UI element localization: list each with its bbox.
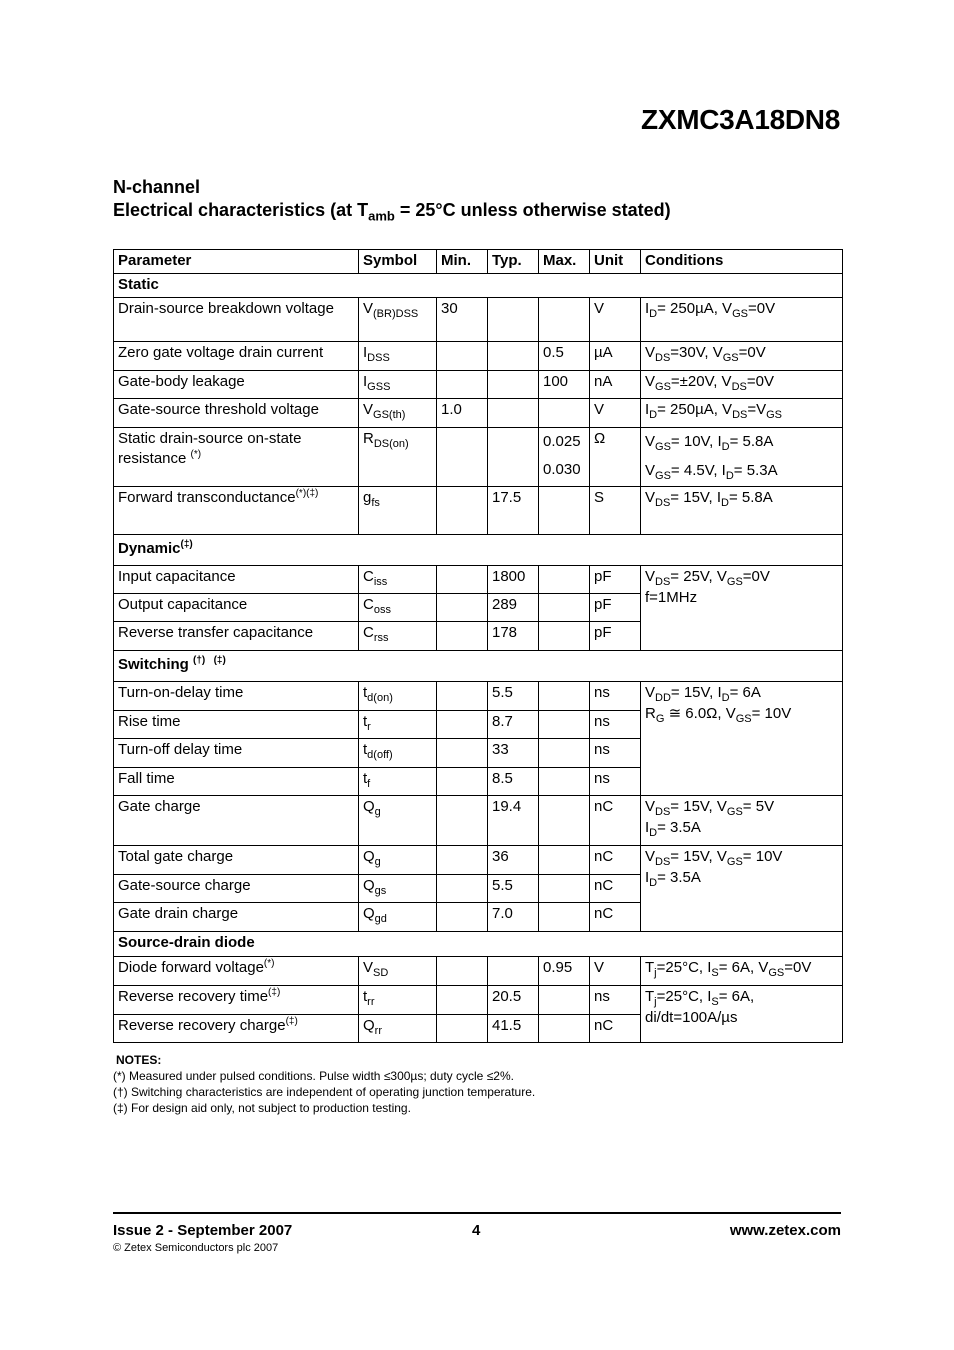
footer-issue: Issue 2 - September 2007 <box>113 1222 293 1239</box>
symbol-cell: $t_{d(on)}$ <box>359 682 437 711</box>
typ-cell: 20.5 <box>488 986 539 1015</box>
symbol-cell: $C_{oss}$ <box>359 594 437 622</box>
table-header-row <box>114 250 843 274</box>
header-conditions: Conditions <box>641 250 843 274</box>
conditions-cell: $T_j=25^\circ C$, $I_S= 6A$, di/dt=100A/µs <box>641 986 843 1043</box>
footer-divider <box>113 1212 841 1214</box>
note-item: (‡) For design aid only, not subject to production testing. <box>113 1101 411 1115</box>
unit-cell: ns <box>590 682 641 711</box>
notes-heading: NOTES: <box>116 1053 162 1067</box>
symbol-cell: $t_f$ <box>359 768 437 796</box>
table-row <box>114 342 843 371</box>
electrical-characteristics-table <box>113 249 843 1043</box>
symbol-cell: $V_{GS(th)}$ <box>359 399 437 428</box>
min-cell: 30 <box>437 298 488 342</box>
conditions-cell: $I_D= 250\mu A$, $V_{GS}=0V$ <box>641 298 843 342</box>
typ-cell: 8.7 <box>488 711 539 739</box>
symbol-cell: $C_{rss}$ <box>359 622 437 651</box>
param-cell: Input capacitance <box>114 566 359 594</box>
conditions-cell: $V_{DS}= 15V$, $I_D= 5.8A$ <box>641 487 843 535</box>
param-cell: Gate charge <box>114 796 359 846</box>
symbol-cell: $Q_g$ <box>359 846 437 875</box>
param-cell: Gate-source charge <box>114 875 359 903</box>
max-cell: 100 <box>539 371 590 399</box>
table-row <box>114 986 843 1015</box>
unit-cell: V <box>590 399 641 428</box>
typ-cell: 5.5 <box>488 875 539 903</box>
typ-cell: 17.5 <box>488 487 539 535</box>
typ-cell: 289 <box>488 594 539 622</box>
part-number: ZXMC3A18DN8 <box>641 104 840 135</box>
unit-cell: Ω <box>590 428 641 487</box>
table-row <box>114 399 843 428</box>
typ-cell: 1800 <box>488 566 539 594</box>
symbol-cell: $Q_g$ <box>359 796 437 846</box>
symbol-cell: $R_{DS(on)}$ <box>359 428 437 487</box>
param-cell: Gate drain charge <box>114 903 359 932</box>
unit-cell: nC <box>590 875 641 903</box>
unit-cell: nC <box>590 796 641 846</box>
typ-cell: 7.0 <box>488 903 539 932</box>
param-cell: Fall time <box>114 768 359 796</box>
notes <box>113 1052 535 1116</box>
unit-cell: µA <box>590 342 641 371</box>
symbol-cell: $Q_{gs}$ <box>359 875 437 903</box>
section-row-switching <box>114 651 843 682</box>
section-label: Dynamic(‡) <box>114 535 843 566</box>
typ-cell: 33 <box>488 739 539 768</box>
param-cell: Output capacitance <box>114 594 359 622</box>
typ-cell: 41.5 <box>488 1015 539 1043</box>
param-cell: Total gate charge <box>114 846 359 875</box>
note-item: (†) Switching characteristics are independent of operating junction temperature. <box>113 1085 536 1099</box>
symbol-cell: $g_{fs}$ <box>359 487 437 535</box>
conditions-cell: $V_{GS}=\pm 20V$, $V_{DS}=0V$ <box>641 371 843 399</box>
header-typ: Typ. <box>488 250 539 274</box>
max-cell: 0.5 <box>539 342 590 371</box>
unit-cell: nC <box>590 846 641 875</box>
table-row <box>114 487 843 535</box>
footer-copyright: © Zetex Semiconductors plc 2007 <box>113 1242 279 1254</box>
param-cell: Zero gate voltage drain current <box>114 342 359 371</box>
symbol-cell: $t_r$ <box>359 711 437 739</box>
typ-cell: 5.5 <box>488 682 539 711</box>
symbol-cell: $V_{(BR)DSS}$ <box>359 298 437 342</box>
symbol-cell: $t_{d(off)}$ <box>359 739 437 768</box>
table-row <box>114 846 843 875</box>
param-cell: Turn-off delay time <box>114 739 359 768</box>
unit-cell: V <box>590 957 641 986</box>
symbol-cell: $I_{DSS}$ <box>359 342 437 371</box>
unit-cell: pF <box>590 622 641 651</box>
section-label: Static <box>114 274 843 298</box>
section-label: Switching (†) (‡) <box>114 651 843 682</box>
symbol-cell: $t_{rr}$ <box>359 986 437 1015</box>
unit-cell: pF <box>590 594 641 622</box>
table-row <box>114 796 843 846</box>
conditions-cell: $V_{DS}= 15V$, $V_{GS}= 5V$ $I_D= 3.5A$ <box>641 796 843 846</box>
conditions-cell: $V_{GS}= 10V$, $I_D= 5.8A$ $V_{GS}= 4.5V$, $I_D= 5.3A$ <box>641 428 843 487</box>
symbol-cell: $V_{SD}$ <box>359 957 437 986</box>
header-min: Min. <box>437 250 488 274</box>
channel-heading: N-channel <box>113 177 201 197</box>
param-cell: Gate-body leakage <box>114 371 359 399</box>
section-row-source-drain <box>114 932 843 957</box>
note-item: (*) Measured under pulsed conditions. Pulse width ≤300µs; duty cycle ≤2%. <box>113 1069 514 1083</box>
param-cell: Reverse recovery charge(‡) <box>114 1015 359 1043</box>
unit-cell: ns <box>590 711 641 739</box>
unit-cell: ns <box>590 768 641 796</box>
symbol-cell: $Q_{rr}$ <box>359 1015 437 1043</box>
typ-cell: 36 <box>488 846 539 875</box>
max-cell: 0.95 <box>539 957 590 986</box>
unit-cell: nA <box>590 371 641 399</box>
param-cell: Reverse recovery time(‡) <box>114 986 359 1015</box>
header-unit: Unit <box>590 250 641 274</box>
param-cell: Forward transconductance(*)(‡) <box>114 487 359 535</box>
symbol-cell: $I_{GSS}$ <box>359 371 437 399</box>
unit-cell: ns <box>590 739 641 768</box>
header-max: Max. <box>539 250 590 274</box>
table-row <box>114 682 843 711</box>
section-label: Source-drain diode <box>114 932 843 957</box>
conditions-cell: $T_j=25^\circ C$, $I_S= 6A$, $V_{GS}=0V$ <box>641 957 843 986</box>
table-row <box>114 428 843 487</box>
symbol-cell: $C_{iss}$ <box>359 566 437 594</box>
param-cell: Drain-source breakdown voltage <box>114 298 359 342</box>
unit-cell: nC <box>590 1015 641 1043</box>
table-row <box>114 298 843 342</box>
table-row <box>114 957 843 986</box>
page-number: 4 <box>472 1222 481 1239</box>
param-cell: Reverse transfer capacitance <box>114 622 359 651</box>
param-cell: Rise time <box>114 711 359 739</box>
table-row <box>114 566 843 594</box>
conditions-cell: $V_{DS}= 15V$, $V_{GS}= 10V$ $I_D= 3.5A$ <box>641 846 843 932</box>
min-cell: 1.0 <box>437 399 488 428</box>
table-row <box>114 371 843 399</box>
typ-cell: 8.5 <box>488 768 539 796</box>
typ-cell: 178 <box>488 622 539 651</box>
param-cell: Turn-on-delay time <box>114 682 359 711</box>
unit-cell: pF <box>590 566 641 594</box>
unit-cell: V <box>590 298 641 342</box>
header-symbol: Symbol <box>359 250 437 274</box>
unit-cell: ns <box>590 986 641 1015</box>
param-cell: Static drain-source on-state resistance (*) <box>114 428 359 487</box>
max-cell: 0.025 0.030 <box>539 428 590 487</box>
typ-cell: 19.4 <box>488 796 539 846</box>
conditions-cell: $V_{DD}= 15V$, $I_D= 6A$ $R_G$ ≅ 6.0Ω, $V_{GS}= 10V$ <box>641 682 843 796</box>
param-cell: Gate-source threshold voltage <box>114 399 359 428</box>
unit-cell: nC <box>590 903 641 932</box>
section-row-dynamic <box>114 535 843 566</box>
symbol-cell: $Q_{gd}$ <box>359 903 437 932</box>
conditions-cell: $I_D= 250\mu A$, $V_{DS}=V_{GS}$ <box>641 399 843 428</box>
section-title: Electrical characteristics (at $T_{amb} = 25^\circ C$ unless otherwise stated) <box>113 200 671 224</box>
param-cell: Diode forward voltage(*) <box>114 957 359 986</box>
section-row-static <box>114 274 843 298</box>
header-parameter: Parameter <box>114 250 359 274</box>
footer-website-link[interactable]: www.zetex.com <box>729 1222 841 1239</box>
conditions-cell: $V_{DS}=30V$, $V_{GS}=0V$ <box>641 342 843 371</box>
unit-cell: S <box>590 487 641 535</box>
conditions-cell: $V_{DS}= 25V$, $V_{GS}=0V$ f=1MHz <box>641 566 843 651</box>
